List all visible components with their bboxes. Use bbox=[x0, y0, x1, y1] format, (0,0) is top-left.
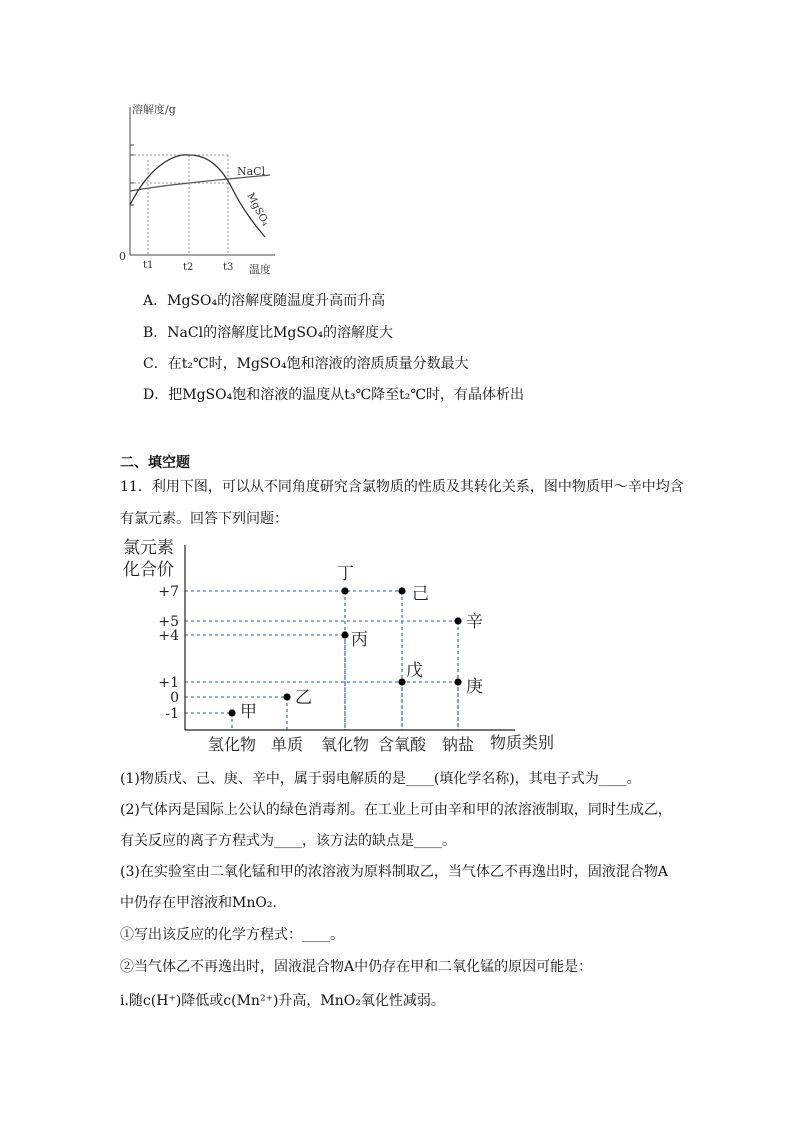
point-label-乙: 乙 bbox=[295, 688, 312, 708]
option-d-text: 把MgSO₄饱和溶液的温度从t₃℃降至t₂℃时，有晶体析出 bbox=[168, 387, 525, 403]
option-a-text: MgSO₄的溶解度随温度升高而升高 bbox=[167, 293, 386, 309]
option-d bbox=[143, 386, 524, 404]
chart-x-label: 物质类别 bbox=[490, 733, 555, 752]
point-label-丁: 丁 bbox=[337, 564, 354, 584]
section-title: 二、填空题 bbox=[120, 455, 190, 471]
q11-subpart2: ②当气体乙不再逸出时，固液混合物A中仍存在甲和二氧化锰的原因可能是： bbox=[120, 959, 593, 975]
q11-part3-line1: (3)在实验室由二氧化锰和甲的浓溶液为原料制取乙，当气体乙不再逸出时，固液混合物A bbox=[120, 864, 668, 880]
nacl-label: NaCl bbox=[237, 165, 266, 178]
chart-category-4: 钠盐 bbox=[441, 735, 475, 754]
mgso4-label: MgSO₄ bbox=[244, 191, 271, 228]
chart-category-3: 含氧酸 bbox=[377, 735, 427, 754]
point-丙 bbox=[341, 631, 348, 638]
option-b-letter: B． bbox=[143, 325, 168, 341]
chart-y-label-line2: 化合价 bbox=[123, 560, 174, 580]
point-庚 bbox=[454, 678, 461, 685]
solubility-chart bbox=[105, 95, 295, 280]
solubility-origin: 0 bbox=[119, 250, 126, 263]
q11-stem-line1: 11．利用下图，可以从不同角度研究含氯物质的性质及其转化关系，图中物质甲～辛中均含 bbox=[120, 479, 684, 495]
q11-stem-line2: 有氯元素。回答下列问题： bbox=[120, 511, 288, 527]
solubility-x-label: 温度 bbox=[249, 263, 271, 276]
point-丁 bbox=[341, 587, 348, 594]
q11-part3-line2: 中仍存在甲溶液和MnO₂. bbox=[120, 895, 277, 911]
option-a-letter: A． bbox=[143, 293, 168, 309]
point-乙 bbox=[283, 693, 290, 700]
point-甲 bbox=[228, 709, 235, 716]
point-戊 bbox=[398, 678, 405, 685]
chart-category-2: 氧化物 bbox=[320, 735, 370, 754]
option-c bbox=[143, 355, 469, 373]
chart-y-tick-3: +1 bbox=[158, 675, 179, 691]
point-辛 bbox=[454, 617, 461, 624]
q11-part2-line2: 有关反应的离子方程式为____，该方法的缺点是____。 bbox=[120, 833, 456, 849]
option-b bbox=[143, 324, 393, 342]
chlorine-valence-chart bbox=[115, 535, 595, 760]
solubility-tick-t3: t3 bbox=[223, 262, 234, 273]
chart-y-tick-4: 0 bbox=[170, 690, 179, 706]
chart-y-tick-5: -1 bbox=[165, 706, 179, 722]
point-label-戊: 戊 bbox=[406, 661, 423, 681]
solubility-y-label: 溶解度/g bbox=[132, 103, 176, 116]
point-label-丙: 丙 bbox=[351, 630, 368, 650]
chart-category-0: 氢化物 bbox=[207, 735, 257, 754]
chart-y-tick-1: +5 bbox=[158, 614, 179, 630]
option-d-letter: D． bbox=[143, 387, 169, 403]
option-a bbox=[143, 292, 385, 310]
q11-reason-i: ⅰ.随c(H⁺)降低或c(Mn²⁺)升高，MnO₂氧化性减弱。 bbox=[120, 993, 445, 1009]
point-label-己: 己 bbox=[412, 584, 429, 604]
option-c-letter: C． bbox=[143, 356, 168, 372]
q11-part2-line1: (2)气体丙是国际上公认的绿色消毒剂。在工业上可由辛和甲的浓溶液制取，同时生成乙， bbox=[120, 802, 672, 818]
chart-y-tick-2: +4 bbox=[158, 628, 179, 644]
q11-part1: (1)物质戊、己、庚、辛中，属于弱电解质的是____(填化学名称)，其电子式为____。 bbox=[120, 771, 641, 787]
point-label-庚: 庚 bbox=[466, 677, 483, 697]
q11-subpart1: ①写出该反应的化学方程式：____。 bbox=[120, 927, 344, 943]
point-label-甲: 甲 bbox=[240, 702, 257, 722]
chart-category-1: 单质 bbox=[270, 735, 304, 754]
point-己 bbox=[398, 587, 405, 594]
option-c-text: 在t₂℃时，MgSO₄饱和溶液的溶质质量分数最大 bbox=[167, 356, 469, 372]
chart-y-tick-0: +7 bbox=[158, 584, 179, 600]
solubility-tick-t2: t2 bbox=[183, 262, 194, 273]
point-label-辛: 辛 bbox=[466, 612, 483, 632]
chart-y-label-line1: 氯元素 bbox=[123, 538, 174, 558]
option-b-text: NaCl的溶解度比MgSO₄的溶解度大 bbox=[167, 325, 394, 341]
solubility-tick-t1: t1 bbox=[143, 260, 154, 271]
